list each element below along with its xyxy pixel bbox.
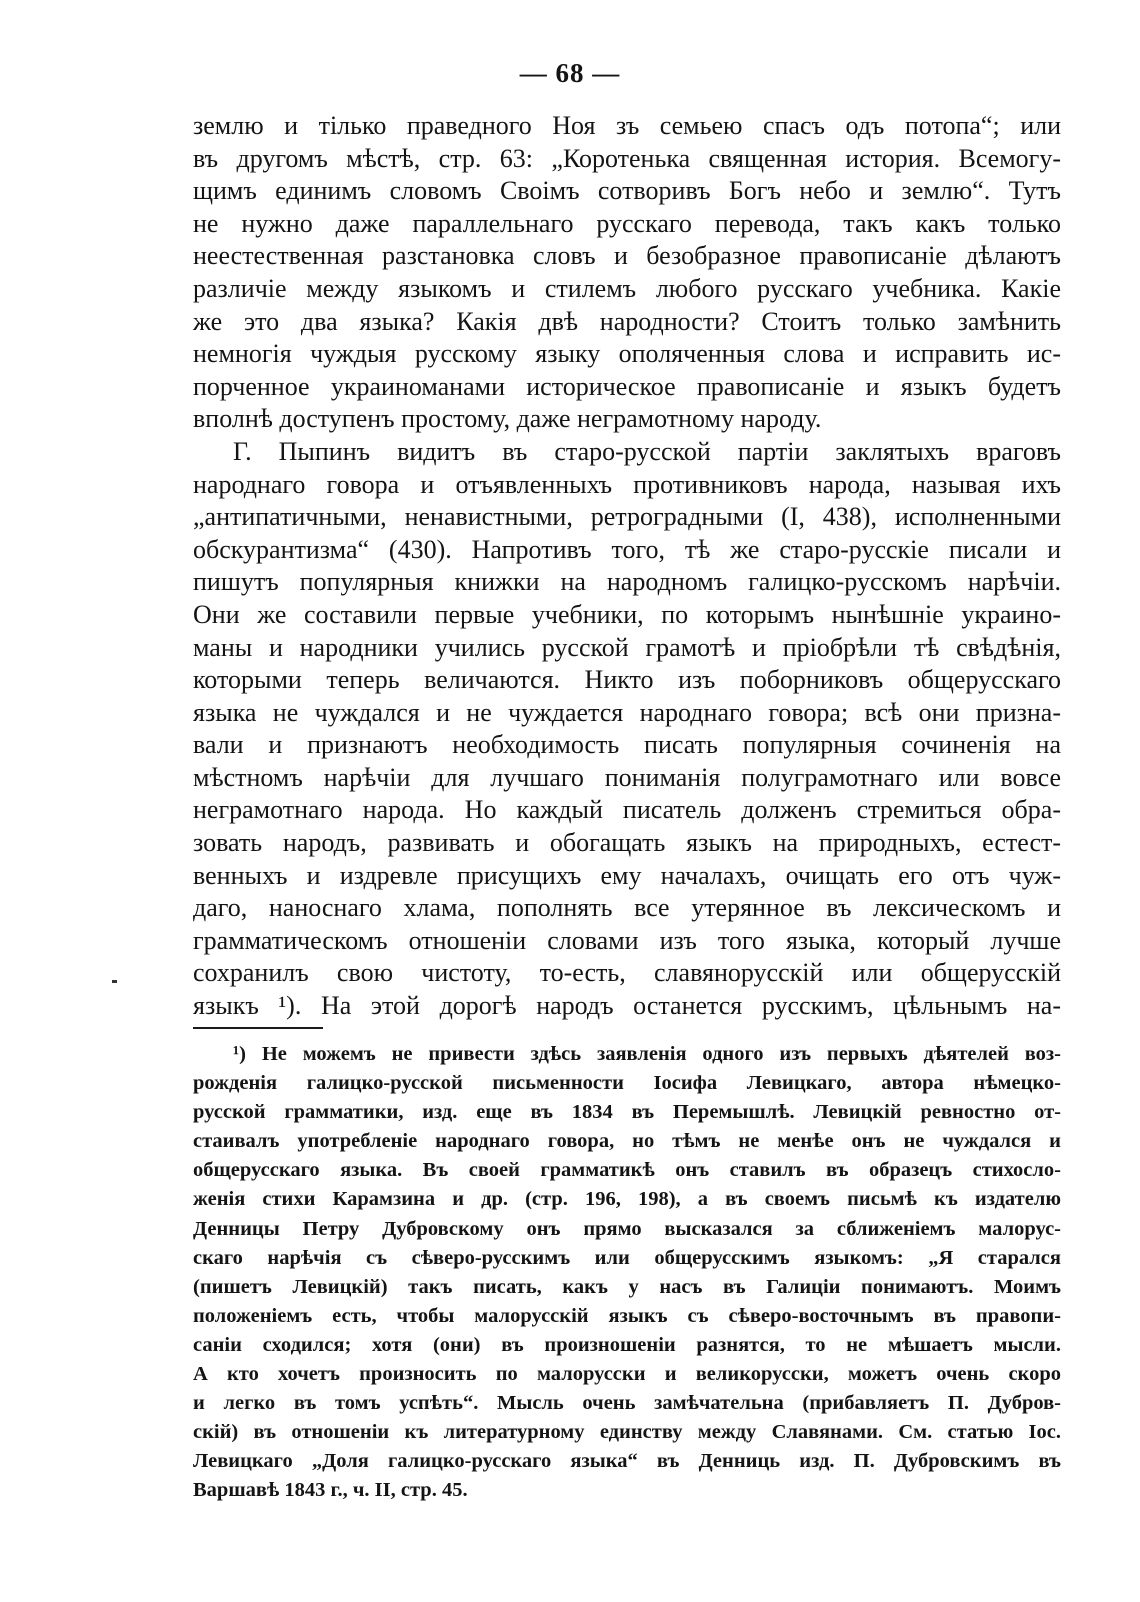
margin-mark [112,980,117,983]
text-line: народнаго говора и отъявленныхъ противниковъ народа, называя ихъ [193,469,1061,499]
text-line: немногія чуждыя русскому языку ополяченныя слова и исправить ис- [193,339,1061,369]
paragraph-start-line: Г. Пыпинъ видитъ въ старо-русской партіи заклятыхъ враговъ [233,436,1061,466]
text-line: же это два языка? Какія двѣ народности? Стоитъ только замѣнить [193,306,1061,336]
footnote-line: Денницы Петру Дубровскому онъ прямо высказался за сближеніемъ малорус- [193,1217,1061,1240]
main-text [193,110,1061,1023]
text-line: мѣстномъ нарѣчіи для лучшаго пониманія полуграмотнаго или вовсе [193,762,1061,792]
text-line: землю и тілько праведного Ноя зъ семьею спасъ одъ потопа“; или [193,111,1061,140]
text-line: „антипатичными, ненавистными, ретроградными (I, 438), исполненными [193,502,1061,532]
text-line: которыми теперь величаются. Никто изъ поборниковъ общерусскаго [193,665,1061,695]
footnote-line: Левицкаго „Доля галицко-русскаго языка“ въ Денниць изд. П. Дубровскимъ въ [193,1450,1061,1473]
footnote-divider [193,1027,323,1029]
footnote-line: скаго нарѣчія съ сѣверо-русскимъ или общерусскимъ языкомъ: „Я старался [193,1246,1061,1269]
text-line: неграмотнаго народа. Но каждый писатель долженъ стремиться обра- [193,795,1061,825]
footnote-line: ¹) Не можемъ не привести здѣсь заявленія одного изъ первыхъ дѣятелей воз- [233,1043,1061,1065]
text-line: зовать народъ, развивать и обогащать языкъ на природныхъ, естест- [193,828,1061,858]
footnote-line: А кто хочетъ произносить по малорусски и великорусски, можетъ очень скоро [193,1363,1061,1386]
text-line: порченное украиноманами историческое правописаніе и языкъ будетъ [193,371,1061,401]
text-line: щимъ единимъ словомъ Своімъ сотворивъ Богъ небо и землю“. Тутъ [193,176,1061,206]
text-line: маны и народники учились русской грамотѣ и пріобрѣли тѣ свѣдѣнія, [193,632,1061,662]
text-line: сохранилъ свою чистоту, то-есть, славянорусскій или общерусскій [193,958,1061,988]
footnote-line: и легко въ томъ успѣть“. Мысль очень замѣчательна (прибавляетъ П. Дубров- [193,1392,1061,1415]
text-line: языка не чуждался и не чуждается народнаго говора; всѣ они призна- [193,697,1061,727]
footnote-line: (пишетъ Левицкій) такъ писать, какъ у насъ въ Галиціи понимаютъ. Моимъ [193,1275,1061,1298]
text-line: обскурантизма“ (430). Напротивъ того, тѣ же старо-русскіе писали и [193,534,1061,564]
text-line: даго, наноснаго хлама, пополнять все утерянное въ лексическомъ и [193,893,1061,923]
footnote [193,1040,1061,1506]
footnote-line: саніи сходился; хотя (они) въ произношеніи разнятся, то не мѣшаетъ мысли. [193,1333,1061,1356]
footnote-line: Варшавѣ 1843 г., ч. II, стр. 45. [193,1479,468,1502]
text-line: различіе между языкомъ и стилемъ любого русскаго учебника. Какіе [193,273,1061,303]
text-line: грамматическомъ отношеніи словами изъ того языка, который лучше [193,925,1061,955]
footnote-line: женія стихи Карамзина и др. (стр. 196, 198), а въ своемъ письмѣ къ издателю [193,1188,1061,1211]
text-line: неестественная разстановка словъ и безобразное правописаніе дѣлаютъ [193,241,1061,271]
page-number: — 68 — [519,58,621,88]
footnote-line: общерусскаго языка. Въ своей грамматикѣ онъ ставилъ въ образецъ стихосло- [193,1159,1061,1182]
footnote-line: стаивалъ употребленіе народнаго говора, но тѣмъ не менѣе онъ не чуждался и [193,1130,1061,1153]
text-line: пишутъ популярныя книжки на народномъ галицко-русскомъ нарѣчіи. [193,567,1061,597]
text-line: Они же составили первые учебники, по которымъ нынѣшніе украино- [193,599,1061,629]
footnote-line: положеніемъ есть, чтобы малорусскій языкъ съ сѣверо-восточнымъ въ правопи- [193,1304,1061,1327]
text-line: не нужно даже параллельнаго русскаго перевода, такъ какъ только [193,208,1061,238]
text-line: въ другомъ мѣстѣ, стр. 63: „Коротенька священная история. Всемогу- [193,143,1061,173]
text-line: вали и признаютъ необходимость писать популярныя сочиненія на [193,730,1061,760]
footnote-line: русской грамматики, изд. еще въ 1834 въ Перемышлѣ. Левицкій ревностно от- [193,1101,1061,1124]
text-line: языкъ ¹). На этой дорогѣ народъ останется русскимъ, цѣльнымъ на- [193,991,1061,1021]
text-line: вполнѣ доступенъ простому, даже неграмотному народу. [193,404,822,434]
text-line: венныхъ и издревле присущихъ ему началахъ, очищать его отъ чуж- [193,860,1061,890]
footnote-line: рожденія галицко-русской письменности Іосифа Левицкаго, автора нѣмецко- [193,1072,1061,1095]
footnote-line: скій) въ отношеніи къ литературному единству между Славянами. См. статью Іос. [193,1421,1061,1444]
